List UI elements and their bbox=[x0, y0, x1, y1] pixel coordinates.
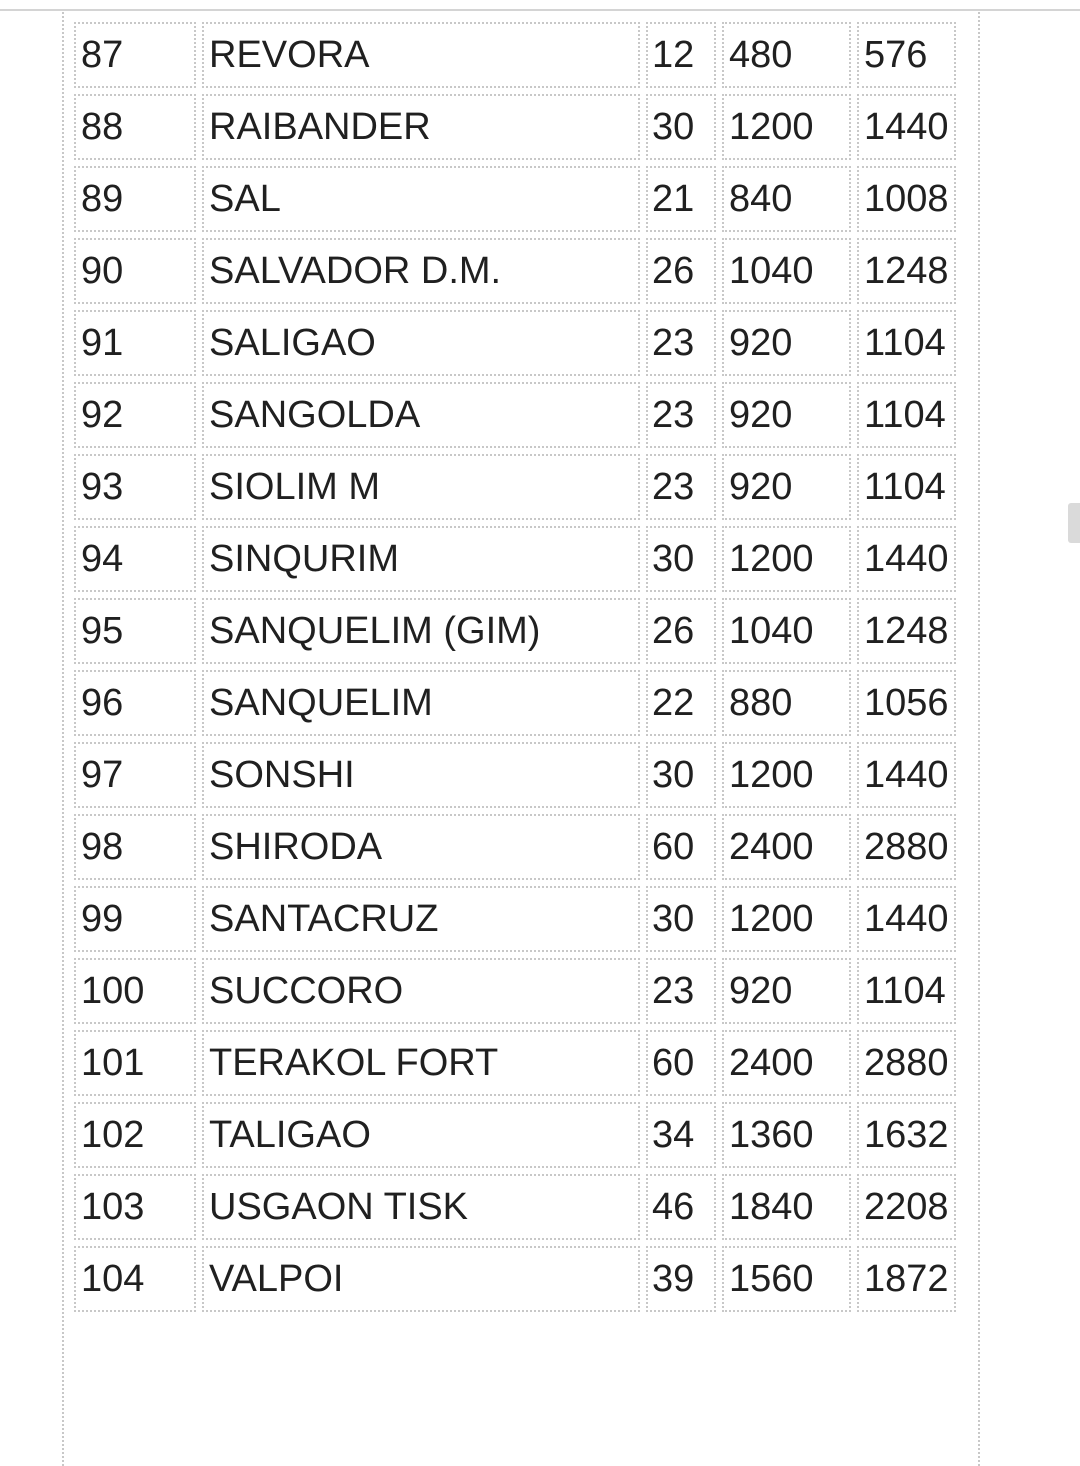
table-row bbox=[74, 886, 956, 952]
table-row bbox=[74, 454, 956, 520]
quantity-cell: 23 bbox=[646, 454, 716, 520]
quantity-cell: 23 bbox=[646, 382, 716, 448]
place-name-cell: SALIGAO bbox=[202, 310, 640, 376]
table-row bbox=[74, 814, 956, 880]
quantity-cell: 30 bbox=[646, 886, 716, 952]
place-name-cell: SONSHI bbox=[202, 742, 640, 808]
amount-cell: 1200 bbox=[722, 886, 851, 952]
total-cell: 2880 bbox=[857, 814, 956, 880]
quantity-cell: 60 bbox=[646, 814, 716, 880]
total-cell: 1056 bbox=[857, 670, 956, 736]
place-name-cell: SALVADOR D.M. bbox=[202, 238, 640, 304]
place-name-cell: SAL bbox=[202, 166, 640, 232]
row-number-cell: 94 bbox=[74, 526, 196, 592]
table-row bbox=[74, 958, 956, 1024]
total-cell: 1440 bbox=[857, 742, 956, 808]
place-name-cell: USGAON TISK bbox=[202, 1174, 640, 1240]
row-number-cell: 101 bbox=[74, 1030, 196, 1096]
place-name-cell: RAIBANDER bbox=[202, 94, 640, 160]
amount-cell: 1040 bbox=[722, 598, 851, 664]
amount-cell: 1200 bbox=[722, 526, 851, 592]
quantity-cell: 46 bbox=[646, 1174, 716, 1240]
amount-cell: 1200 bbox=[722, 742, 851, 808]
total-cell: 1872 bbox=[857, 1246, 956, 1312]
row-number-cell: 98 bbox=[74, 814, 196, 880]
total-cell: 1440 bbox=[857, 886, 956, 952]
table-body bbox=[74, 22, 956, 1312]
place-name-cell: TALIGAO bbox=[202, 1102, 640, 1168]
place-name-cell: SANGOLDA bbox=[202, 382, 640, 448]
quantity-cell: 21 bbox=[646, 166, 716, 232]
amount-cell: 1200 bbox=[722, 94, 851, 160]
table-row bbox=[74, 742, 956, 808]
table-row bbox=[74, 382, 956, 448]
quantity-cell: 12 bbox=[646, 22, 716, 88]
place-name-cell: REVORA bbox=[202, 22, 640, 88]
row-number-cell: 88 bbox=[74, 94, 196, 160]
quantity-cell: 23 bbox=[646, 958, 716, 1024]
table-row bbox=[74, 310, 956, 376]
total-cell: 1104 bbox=[857, 958, 956, 1024]
quantity-cell: 60 bbox=[646, 1030, 716, 1096]
total-cell: 1104 bbox=[857, 310, 956, 376]
table-container bbox=[62, 12, 980, 1466]
amount-cell: 840 bbox=[722, 166, 851, 232]
row-number-cell: 91 bbox=[74, 310, 196, 376]
row-number-cell: 99 bbox=[74, 886, 196, 952]
quantity-cell: 26 bbox=[646, 238, 716, 304]
row-number-cell: 96 bbox=[74, 670, 196, 736]
table-row bbox=[74, 238, 956, 304]
quantity-cell: 30 bbox=[646, 526, 716, 592]
place-name-cell: TERAKOL FORT bbox=[202, 1030, 640, 1096]
amount-cell: 920 bbox=[722, 382, 851, 448]
quantity-cell: 34 bbox=[646, 1102, 716, 1168]
row-number-cell: 104 bbox=[74, 1246, 196, 1312]
place-name-cell: SANQUELIM bbox=[202, 670, 640, 736]
row-number-cell: 90 bbox=[74, 238, 196, 304]
table-row bbox=[74, 670, 956, 736]
quantity-cell: 39 bbox=[646, 1246, 716, 1312]
data-table bbox=[68, 16, 962, 1318]
amount-cell: 920 bbox=[722, 958, 851, 1024]
total-cell: 1104 bbox=[857, 454, 956, 520]
amount-cell: 920 bbox=[722, 310, 851, 376]
amount-cell: 1840 bbox=[722, 1174, 851, 1240]
table-row bbox=[74, 1030, 956, 1096]
row-number-cell: 93 bbox=[74, 454, 196, 520]
top-divider bbox=[0, 0, 1080, 11]
row-number-cell: 87 bbox=[74, 22, 196, 88]
total-cell: 1104 bbox=[857, 382, 956, 448]
row-number-cell: 100 bbox=[74, 958, 196, 1024]
place-name-cell: VALPOI bbox=[202, 1246, 640, 1312]
place-name-cell: SINQURIM bbox=[202, 526, 640, 592]
table-row bbox=[74, 1102, 956, 1168]
total-cell: 1440 bbox=[857, 526, 956, 592]
total-cell: 1632 bbox=[857, 1102, 956, 1168]
amount-cell: 880 bbox=[722, 670, 851, 736]
row-number-cell: 95 bbox=[74, 598, 196, 664]
table-row bbox=[74, 22, 956, 88]
total-cell: 1440 bbox=[857, 94, 956, 160]
place-name-cell: SANQUELIM (GIM) bbox=[202, 598, 640, 664]
total-cell: 576 bbox=[857, 22, 956, 88]
quantity-cell: 22 bbox=[646, 670, 716, 736]
scrollbar-thumb[interactable] bbox=[1068, 503, 1080, 543]
table-row bbox=[74, 598, 956, 664]
place-name-cell: SANTACRUZ bbox=[202, 886, 640, 952]
quantity-cell: 26 bbox=[646, 598, 716, 664]
amount-cell: 920 bbox=[722, 454, 851, 520]
total-cell: 1008 bbox=[857, 166, 956, 232]
quantity-cell: 30 bbox=[646, 94, 716, 160]
total-cell: 1248 bbox=[857, 238, 956, 304]
place-name-cell: SHIRODA bbox=[202, 814, 640, 880]
place-name-cell: SIOLIM M bbox=[202, 454, 640, 520]
row-number-cell: 97 bbox=[74, 742, 196, 808]
total-cell: 2880 bbox=[857, 1030, 956, 1096]
amount-cell: 1560 bbox=[722, 1246, 851, 1312]
amount-cell: 2400 bbox=[722, 814, 851, 880]
total-cell: 1248 bbox=[857, 598, 956, 664]
amount-cell: 1360 bbox=[722, 1102, 851, 1168]
quantity-cell: 23 bbox=[646, 310, 716, 376]
total-cell: 2208 bbox=[857, 1174, 956, 1240]
table-row bbox=[74, 166, 956, 232]
table-row bbox=[74, 526, 956, 592]
table-row bbox=[74, 1246, 956, 1312]
table-row bbox=[74, 1174, 956, 1240]
amount-cell: 2400 bbox=[722, 1030, 851, 1096]
row-number-cell: 92 bbox=[74, 382, 196, 448]
amount-cell: 480 bbox=[722, 22, 851, 88]
row-number-cell: 103 bbox=[74, 1174, 196, 1240]
amount-cell: 1040 bbox=[722, 238, 851, 304]
quantity-cell: 30 bbox=[646, 742, 716, 808]
table-row bbox=[74, 94, 956, 160]
row-number-cell: 89 bbox=[74, 166, 196, 232]
place-name-cell: SUCCORO bbox=[202, 958, 640, 1024]
row-number-cell: 102 bbox=[74, 1102, 196, 1168]
